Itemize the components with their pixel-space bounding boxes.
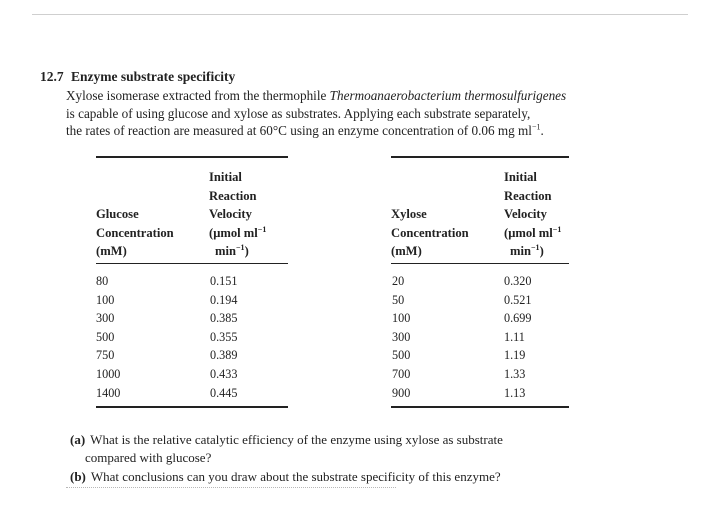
xylose-velocity-header [504, 168, 561, 261]
question-text: What is the relative catalytic efficiency of the enzyme using xylose as substrate [90, 432, 503, 447]
table-cell: 100 [96, 292, 115, 307]
header-line: $\min^{-1}$) [215, 242, 249, 258]
question-a [70, 431, 503, 466]
header-line: Concentration [96, 225, 174, 240]
glucose-concentration-column [96, 272, 120, 402]
table-cell: 0.445 [210, 385, 238, 400]
table-cell: 0.699 [504, 311, 532, 326]
table-cell: 0.433 [210, 366, 238, 381]
table-cell: 300 [392, 329, 411, 344]
table-bottom-rule [391, 406, 569, 408]
table-cell: 100 [392, 311, 411, 326]
table-top-rule [391, 156, 569, 158]
table-bottom-rule [96, 406, 288, 408]
question-b [70, 468, 501, 486]
header-line [209, 224, 266, 243]
unit-text: min [215, 244, 236, 258]
table-cell: 1.33 [504, 366, 526, 381]
table-cell: 0.320 [504, 274, 532, 288]
table-cell: 500 [392, 348, 411, 363]
header-line: Velocity [209, 207, 252, 221]
question-label: (b) [70, 469, 86, 484]
intro-text: is capable of using glucose and xylose as substrates. Applying each substrate separately, [66, 105, 531, 121]
table-cell: 20 [392, 274, 405, 288]
table-cell: 0.194 [210, 292, 238, 307]
table-cell: 0.521 [504, 292, 532, 307]
problem-intro [66, 87, 666, 140]
unit-text: min [510, 244, 531, 258]
header-line: Initial [504, 170, 537, 184]
table-cell: 300 [96, 311, 115, 326]
question-line: compared with glucose? [85, 449, 212, 465]
xylose-concentration-header [391, 205, 469, 261]
xylose-velocity-column [504, 272, 531, 402]
table-cell: 0.355 [210, 329, 238, 344]
table-cell: 700 [392, 366, 411, 381]
header-line: Velocity [504, 207, 547, 221]
xylose-concentration-column [392, 272, 410, 402]
problem-title: Enzyme substrate specificity [71, 69, 236, 84]
cutoff-text-fragment [66, 487, 396, 494]
table-cell: 750 [96, 348, 115, 363]
header-rule [391, 263, 569, 264]
unit-superscript: −1 [531, 242, 540, 252]
header-line: (mM) [96, 244, 127, 258]
header-line [504, 224, 561, 243]
table-cell: 1.19 [504, 348, 526, 363]
header-line: Reaction [209, 188, 257, 203]
header-rule [96, 263, 288, 264]
problem-number: 12.7 [40, 69, 64, 84]
header-line: Reaction [504, 188, 552, 203]
question-text: What conclusions can you draw about the substrate specificity of this enzyme? [90, 469, 501, 484]
unit-text: (μmol ml [504, 225, 553, 240]
glucose-velocity-column [210, 272, 237, 402]
header-line: Xylose [391, 207, 427, 221]
table-cell: 0.385 [210, 311, 238, 326]
intro-text: the rates of reaction are measured at 60°C using an enzyme concentration of 0.06 mg ml [66, 123, 532, 138]
intro-text: Xylose isomerase extracted from the thermophile [66, 88, 330, 103]
unit-superscript: −1 [257, 224, 267, 234]
header-line: Concentration [391, 225, 469, 240]
unit-superscript: −1 [552, 224, 562, 234]
intro-line-1 [66, 87, 666, 105]
table-cell: 0.151 [210, 274, 238, 288]
header-line: $\min^{-1}$) [510, 242, 544, 258]
intro-line-2 [66, 105, 666, 123]
unit-superscript: −1 [236, 242, 245, 252]
question-label: (a) [70, 432, 86, 447]
glucose-velocity-header [209, 168, 266, 261]
glucose-concentration-header [96, 205, 174, 261]
unit-superscript: −1 [531, 122, 541, 132]
table-cell: 80 [96, 274, 109, 288]
question-line [70, 431, 503, 449]
table-cell: 1.13 [504, 385, 526, 400]
intro-line-3 [66, 122, 666, 140]
organism-name: Thermoanaerobacterium thermosulfurigenes [329, 88, 567, 103]
table-cell: 1000 [96, 366, 121, 381]
table-cell: 1400 [96, 385, 121, 400]
table-cell: 0.389 [210, 348, 238, 363]
header-line: Initial [209, 170, 242, 184]
page-top-rule [32, 14, 688, 15]
question-line [70, 468, 501, 486]
table-cell: 50 [392, 292, 405, 307]
table-cell: 500 [96, 329, 115, 344]
header-line: (mM) [391, 244, 422, 258]
problem-heading [40, 69, 235, 85]
table-top-rule [96, 156, 288, 158]
table-cell: 900 [392, 385, 411, 400]
intro-text: . [540, 123, 544, 138]
unit-text: (μmol ml [209, 225, 258, 240]
table-cell: 1.11 [504, 329, 525, 344]
header-line: Glucose [96, 207, 139, 221]
